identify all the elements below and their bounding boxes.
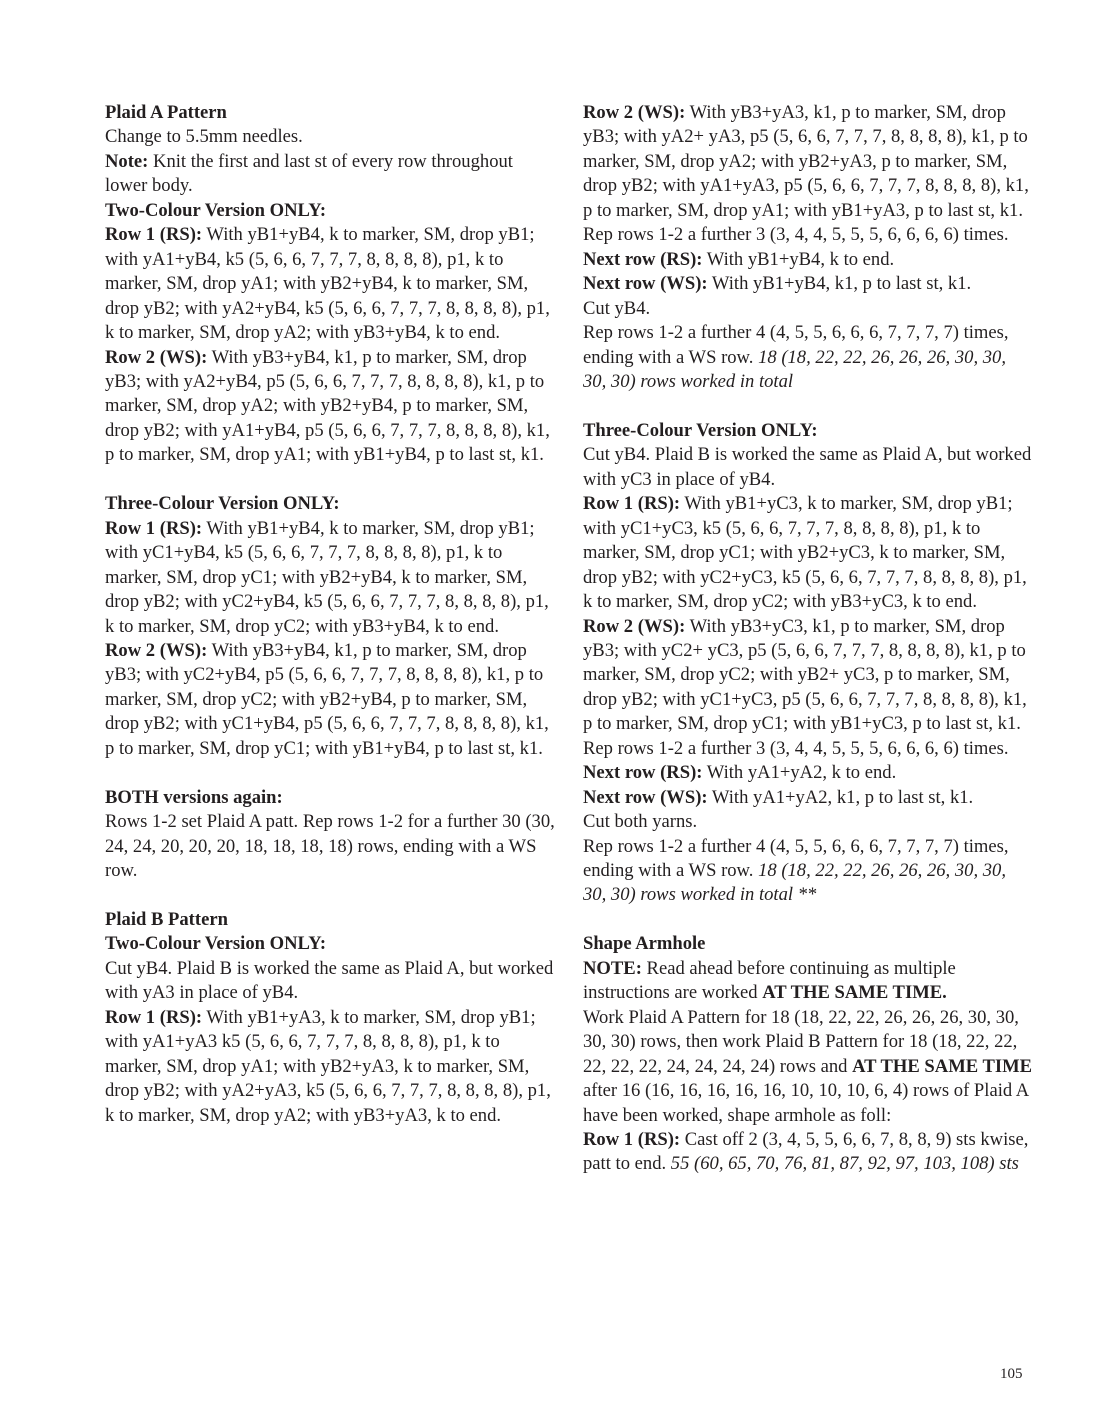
row-text: Cast off 2 (3, 4, 5, 5, 6, 6, 7, 8, 8, 9) sts kwise, patt to end. — [583, 1129, 1029, 1175]
b-three-next-rs — [583, 761, 1033, 785]
shape-work-instructions — [583, 1006, 1033, 1128]
both-versions-text: Rows 1-2 set Plaid A patt. Rep rows 1-2 for a further 30 (30, 24, 24, 20, 20, 20, 18, 18, 18, 18) rows, ending with a WS row. — [105, 811, 555, 882]
work-text-continued: after 16 (16, 16, 16, 16, 16, 10, 10, 10, 6, 4) rows of Plaid A have been worked, shape armhole as foll: — [583, 1080, 1029, 1126]
row-label: Next row (RS): — [583, 762, 703, 784]
row-text: With yA1+yA2, k to end. — [702, 762, 897, 784]
row-text: With yB3+yB4, k1, p to marker, SM, drop yB3; with yA2+yB4, p5 (5, 6, 6, 7, 7, 7, 8, 8, 8, 8), k1, p to marker, SM, drop yA2; with yB2+yB4, p to marker, SM, drop yB2; with yA1+yB4, p5 (5, 6, 6, 7, 7, 7, 8, 8, 8, 8), k1, p to marker, SM, drop yA1; with yB1+yB4, p to last st, k1. — [105, 346, 550, 466]
b-two-rep-text: Rep rows 1-2 a further 3 (3, 4, 4, 5, 5, 5, 6, 6, 6, 6) times. — [583, 224, 1009, 246]
b-two-next-rs — [583, 248, 1033, 272]
row-label: Row 1 (RS): — [105, 517, 203, 539]
shape-row1 — [583, 1128, 1033, 1177]
plaid-a-heading: Plaid A Pattern — [105, 102, 227, 123]
b-three-next-ws — [583, 786, 1033, 810]
row-label: Next row (WS): — [583, 273, 708, 295]
row-text: With yB1+yB4, k to end. — [702, 248, 895, 270]
b-two-cut-yb4: Cut yB4. — [583, 297, 651, 319]
row-label: Row 1 (RS): — [583, 1129, 681, 1150]
row-text: With yB1+yB4, k to marker, SM, drop yB1; with yA1+yB4, k5 (5, 6, 6, 7, 7, 7, 8, 8, 8, 8), p1, k to marker, SM, drop yA1; with yB2+yB4, k to marker, SM, drop yB2; with yA2+yB4, k5 (5, 6, 6, 7, 7, 7, 8, 8, 8, 8), p1, k to marker, SM, drop yA2; with yB3+yB4, k to end. — [105, 224, 550, 344]
note-text: Read ahead before continuing as multiple instructions are worked — [583, 957, 956, 1004]
row-label: Row 2 (WS): — [105, 346, 208, 368]
b-three-row1 — [583, 492, 1033, 614]
note-label: NOTE: — [583, 957, 642, 979]
row-text: With yB1+yA3, k to marker, SM, drop yB1; with yA1+yA3 k5 (5, 6, 6, 7, 7, 7, 8, 8, 8, 8), p1, k to marker, SM, drop yA1; with yB2+yA3, k to marker, SM, drop yB2; with yA2+yA3, k5 (5, 6, 6, 7, 7, 7, 8, 8, 8, 8), p1, k to marker, SM, drop yA2; with yB3+yA3, k to end. — [105, 1006, 551, 1126]
rep-text: Rep rows 1-2 a further 4 (4, 5, 5, 6, 6, 6, 7, 7, 7, 7) times, ending with a WS row. — [583, 322, 1009, 368]
b-three-rep-further — [583, 835, 1033, 908]
both-versions-heading: BOTH versions again: — [105, 786, 283, 808]
b-two-colour-heading: Two-Colour Version ONLY: — [105, 933, 327, 955]
three-row1 — [105, 517, 555, 639]
rep-text: Rep rows 1-2 a further 4 (4, 5, 5, 6, 6, 6, 7, 7, 7, 7) times, ending with a WS row. — [583, 835, 1009, 882]
row-label: Row 1 (RS): — [583, 493, 681, 515]
note-text: Knit the first and last st of every row throughout lower body. — [105, 150, 513, 197]
b-three-colour-heading: Three-Colour Version ONLY: — [583, 419, 818, 441]
three-colour-heading: Three-Colour Version ONLY: — [105, 493, 340, 515]
row-label: Next row (WS): — [583, 786, 708, 808]
b-three-cut-text: Cut yB4. Plaid B is worked the same as Plaid A, but worked with yC3 in place of yB4. — [583, 444, 1032, 490]
b-two-row1 — [105, 1006, 555, 1128]
right-column — [583, 101, 1033, 1177]
two-row1 — [105, 223, 555, 345]
row-label: Row 2 (WS): — [583, 102, 686, 123]
b-three-cut-both: Cut both yarns. — [583, 811, 698, 833]
page-number: 105 — [1000, 1366, 1023, 1382]
row-label: Next row (RS): — [583, 248, 703, 270]
row-label: Row 2 (WS): — [105, 639, 208, 661]
row-text: With yB1+yB4, k1, p to last st, k1. — [707, 273, 972, 295]
row-text: With yB3+yA3, k1, p to marker, SM, drop yB3; with yA2+ yA3, p5 (5, 6, 6, 7, 7, 7, 8, 8, 8, 8), k1, p to marker, SM, drop yA2; with yB2+yA3, p to marker, SM, drop yB2; with yA1+yA3, p5 (5, 6, 6, 7, 7, 7, 8, 8, 8, 8), k1, p to marker, SM, drop yA1; with yB1+yA3, p to last st, k1. — [583, 102, 1029, 221]
left-column — [105, 101, 555, 1128]
b-two-row2 — [583, 101, 1033, 223]
note-emphasis: AT THE SAME TIME. — [762, 982, 947, 1004]
three-row2 — [105, 639, 555, 761]
row-label: Row 2 (WS): — [583, 615, 686, 637]
needles-instruction: Change to 5.5mm needles. — [105, 126, 303, 148]
row-label: Row 1 (RS): — [105, 224, 203, 246]
row-text: With yB1+yB4, k to marker, SM, drop yB1; with yC1+yB4, k5 (5, 6, 6, 7, 7, 7, 8, 8, 8, 8), p1, k to marker, SM, drop yC1; with yB2+yB4, k to marker, SM, drop yB2; with yC2+yB4, k5 (5, 6, 6, 7, 7, 7, 8, 8, 8, 8), p1, k to marker, SM, drop yC2; with yB3+yB4, k to end. — [105, 517, 549, 637]
b-three-rep-text: Rep rows 1-2 a further 3 (3, 4, 4, 5, 5, 5, 6, 6, 6, 6) times. — [583, 737, 1009, 759]
stitch-count: 55 (60, 65, 70, 76, 81, 87, 92, 97, 103, 108) sts — [670, 1153, 1019, 1175]
rows-total: 18 (18, 22, 22, 26, 26, 26, 30, 30, 30, 30) rows worked in total ** — [583, 860, 1006, 906]
work-emphasis: AT THE SAME TIME — [852, 1055, 1033, 1077]
two-colour-heading: Two-Colour Version ONLY: — [105, 199, 327, 221]
plaid-b-heading: Plaid B Pattern — [105, 908, 228, 930]
note-paragraph — [105, 150, 555, 199]
b-two-rep-further — [583, 321, 1033, 394]
row-text: With yB3+yC3, k1, p to marker, SM, drop yB3; with yC2+ yC3, p5 (5, 6, 6, 7, 7, 7, 8, 8, 8, 8), k1, p to marker, SM, drop yC2; with yB2+ yC3, p to marker, SM, drop yB2; with yC1+yC3, p5 (5, 6, 6, 7, 7, 7, 8, 8, 8, 8), k1, p to marker, SM, drop yC1; with yB1+yC3, p to last st, k1. — [583, 615, 1027, 735]
rows-total: 18 (18, 22, 22, 26, 26, 26, 30, 30, 30, 30) rows worked in total — [583, 346, 1006, 392]
b-two-next-ws — [583, 272, 1033, 296]
row-text: With yA1+yA2, k1, p to last st, k1. — [707, 786, 974, 808]
b-three-row2 — [583, 615, 1033, 737]
shape-note — [583, 957, 1033, 1006]
work-text: Work Plaid A Pattern for 18 (18, 22, 22, 26, 26, 26, 30, 30, 30, 30) rows, then work Plaid B Pattern for 18 (18, 22, 22, 22, 22, 22, 24, 24, 24, 24) rows and — [583, 1006, 1019, 1077]
note-label: Note: — [105, 150, 149, 172]
row-text: With yB1+yC3, k to marker, SM, drop yB1; with yC1+yC3, k5 (5, 6, 6, 7, 7, 7, 8, 8, 8, 8), p1, k to marker, SM, drop yC1; with yB2+yC3, k to marker, SM, drop yB2; with yC2+yC3, k5 (5, 6, 6, 7, 7, 7, 8, 8, 8, 8), p1, k to marker, SM, drop yC2; with yB3+yC3, k to end. — [583, 493, 1027, 613]
row-label: Row 1 (RS): — [105, 1006, 203, 1028]
shape-armhole-heading: Shape Armhole — [583, 933, 706, 955]
b-two-cut-text: Cut yB4. Plaid B is worked the same as Plaid A, but worked with yA3 in place of yB4. — [105, 957, 554, 1004]
two-row2 — [105, 346, 555, 468]
row-text: With yB3+yB4, k1, p to marker, SM, drop yB3; with yC2+yB4, p5 (5, 6, 6, 7, 7, 7, 8, 8, 8, 8), k1, p to marker, SM, drop yC2; with yB2+yB4, p to marker, SM, drop yB2; with yC1+yB4, p5 (5, 6, 6, 7, 7, 7, 8, 8, 8, 8), k1, p to marker, SM, drop yC1; with yB1+yB4, p to last st, k1. — [105, 639, 549, 759]
